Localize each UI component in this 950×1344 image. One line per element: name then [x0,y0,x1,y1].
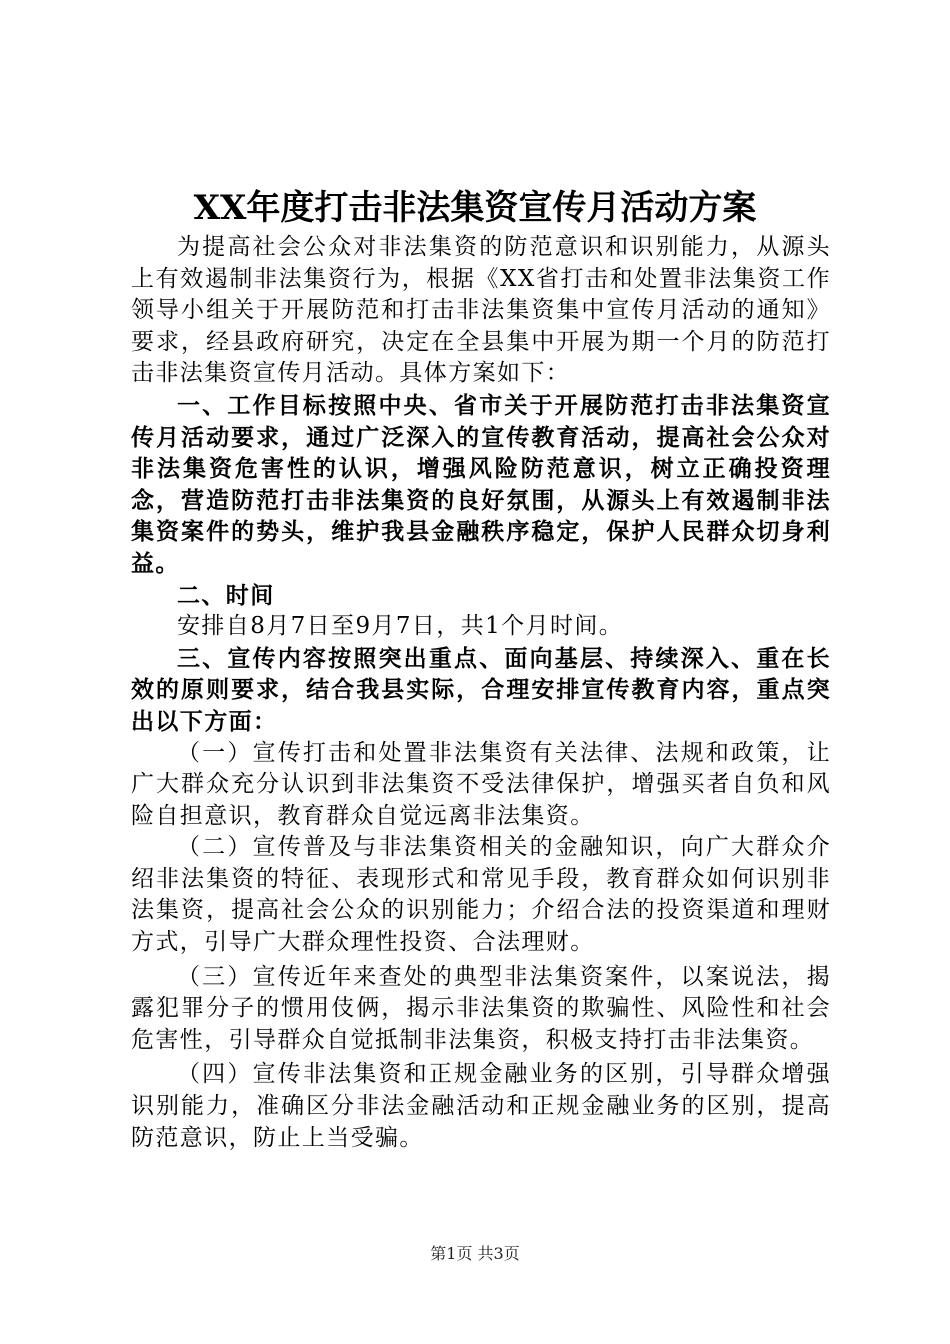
content-item-3: （三）宣传近年来查处的典型非法集资案件，以案说法，揭露犯罪分子的惯用伎俩，揭示非法集资的欺骗性、风险性和社会危害性，引导群众自觉抵制非法集资，积极支持打击非法集资。 [131,963,831,1053]
document-title: XX年度打击非法集资宣传月活动方案 [193,188,757,228]
section-content: 三、宣传内容按照突出重点、面向基层、持续深入、重在长效的原则要求，结合我县实际，合理安排宣传教育内容，重点突出以下方面： [131,644,831,735]
content-item-1: （一）宣传打击和处置非法集资有关法律、法规和政策，让广大群众充分认识到非法集资不受法律保护，增强买者自负和风险自担意识，教育群众自觉远离非法集资。 [131,739,831,829]
content-item-2: （二）宣传普及与非法集资相关的金融知识，向广大群众介绍非法集资的特征、表现形式和常见手段，教育群众如何识别非法集资，提高社会公众的识别能力；介绍合法的投资渠道和理财方式，引导广大群众理性投资、合法理财。 [131,834,831,956]
page-number-footer: 第1页 共3页 [430,1244,520,1263]
intro-paragraph: 为提高社会公众对非法集资的防范意识和识别能力，从源头上有效遏制非法集资行为，根据《XX省打击和处置非法集资工作领导小组关于开展防范和打击非法集资集中宣传月活动的通知》要求，经县政府研究，决定在全县集中开展为期一个月的防范打击非法集资宣传月活动。具体方案如下： [131,234,831,387]
document-body [131,232,831,1154]
content-item-4: （四）宣传非法集资和正规金融业务的区别，引导群众增强识别能力，准确区分非法金融活动和正规金融业务的区别，提高防范意识，防止上当受骗。 [131,1061,831,1151]
section-work-goal: 一、工作目标按照中央、省市关于开展防范打击非法集资宣传月活动要求，通过广泛深入的宣传教育活动，提高社会公众对非法集资危害性的认识，增强风险防范意识，树立正确投资理念，营造防范打击非法集资的良好氛围，从源头上有效遏制非法集资案件的势头，维护我县金融秩序稳定，保护人民群众切身利益。 [131,391,831,577]
section-time-heading: 二、时间 [177,581,275,609]
time-arrangement: 安排自8月7日至9月7日，共1个月时间。 [177,613,624,640]
